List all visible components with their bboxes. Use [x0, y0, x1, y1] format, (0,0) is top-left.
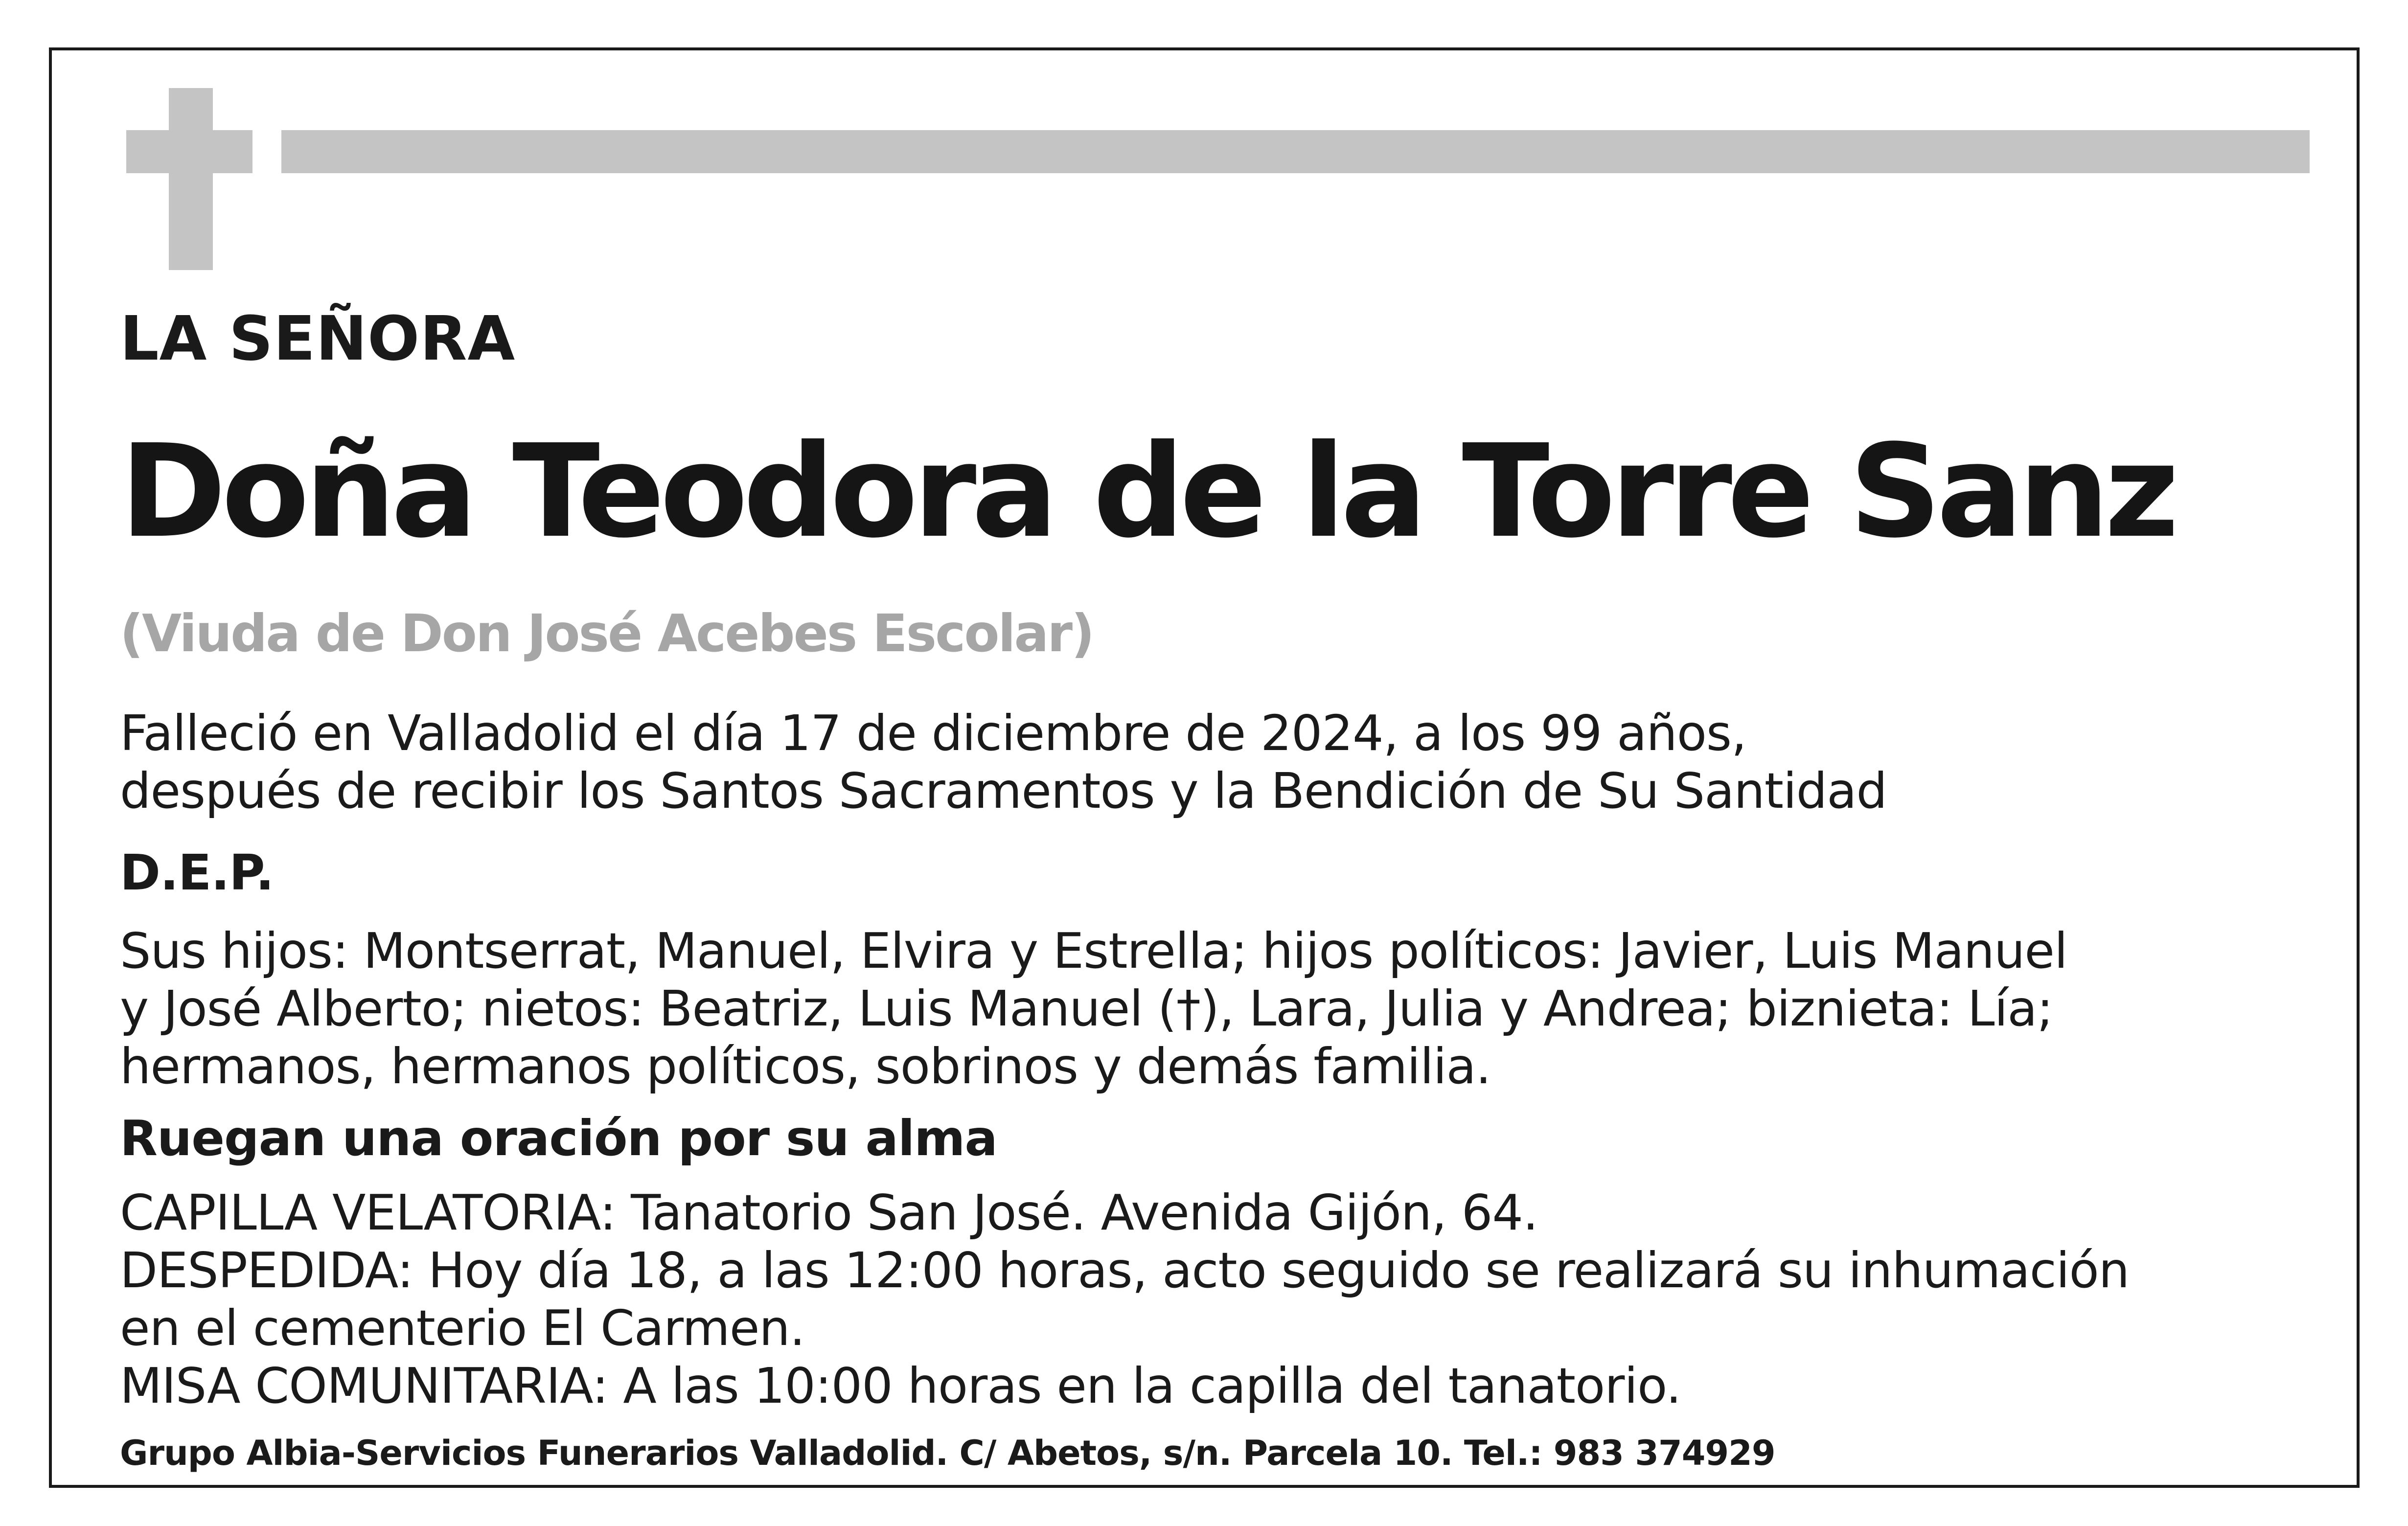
widow-note: (Viuda de Don José Acebes Escolar)	[120, 604, 1094, 663]
kicker-title: LA SEÑORA	[120, 303, 516, 374]
service-line: MISA COMUNITARIA: A las 10:00 horas en la capilla del tanatorio.	[120, 1357, 1681, 1414]
family-line: hermanos, hermanos políticos, sobrinos y demás familia.	[120, 1038, 1491, 1095]
service-line: en el cementerio El Carmen.	[120, 1299, 805, 1357]
death-paragraph	[120, 705, 1887, 820]
prayer-request: Ruegan una oración por su alma	[120, 1110, 997, 1167]
family-line: y José Alberto; nietos: Beatriz, Luis Manuel (†), Lara, Julia y Andrea; biznieta: Lía;	[120, 980, 2053, 1037]
funeral-home-footer: Grupo Albia-Servicios Funerarios Valladolid. C/ Abetos, s/n. Parcela 10. Tel.: 983 374929	[120, 1433, 1775, 1473]
cross-vertical-bar	[169, 88, 213, 270]
header-rule	[281, 130, 2310, 173]
death-line: Falleció en Valladolid el día 17 de diciembre de 2024, a los 99 años,	[120, 705, 1746, 762]
cross-horizontal-bar	[126, 130, 252, 173]
family-line: Sus hijos: Montserrat, Manuel, Elvira y Estrella; hijos políticos: Javier, Luis Manuel	[120, 922, 2067, 979]
service-line: CAPILLA VELATORIA: Tanatorio San José. Avenida Gijón, 64.	[120, 1184, 1538, 1241]
family-paragraph	[120, 922, 2067, 1095]
service-line: DESPEDIDA: Hoy día 18, a las 12:00 horas, acto seguido se realizará su inhumación	[120, 1242, 2130, 1299]
deceased-name: Doña Teodora de la Torre Sanz	[120, 417, 2175, 566]
service-paragraph	[120, 1184, 2129, 1415]
death-line: después de recibir los Santos Sacramentos y la Bendición de Su Santidad	[120, 762, 1887, 820]
rip-label: D.E.P.	[120, 844, 274, 901]
